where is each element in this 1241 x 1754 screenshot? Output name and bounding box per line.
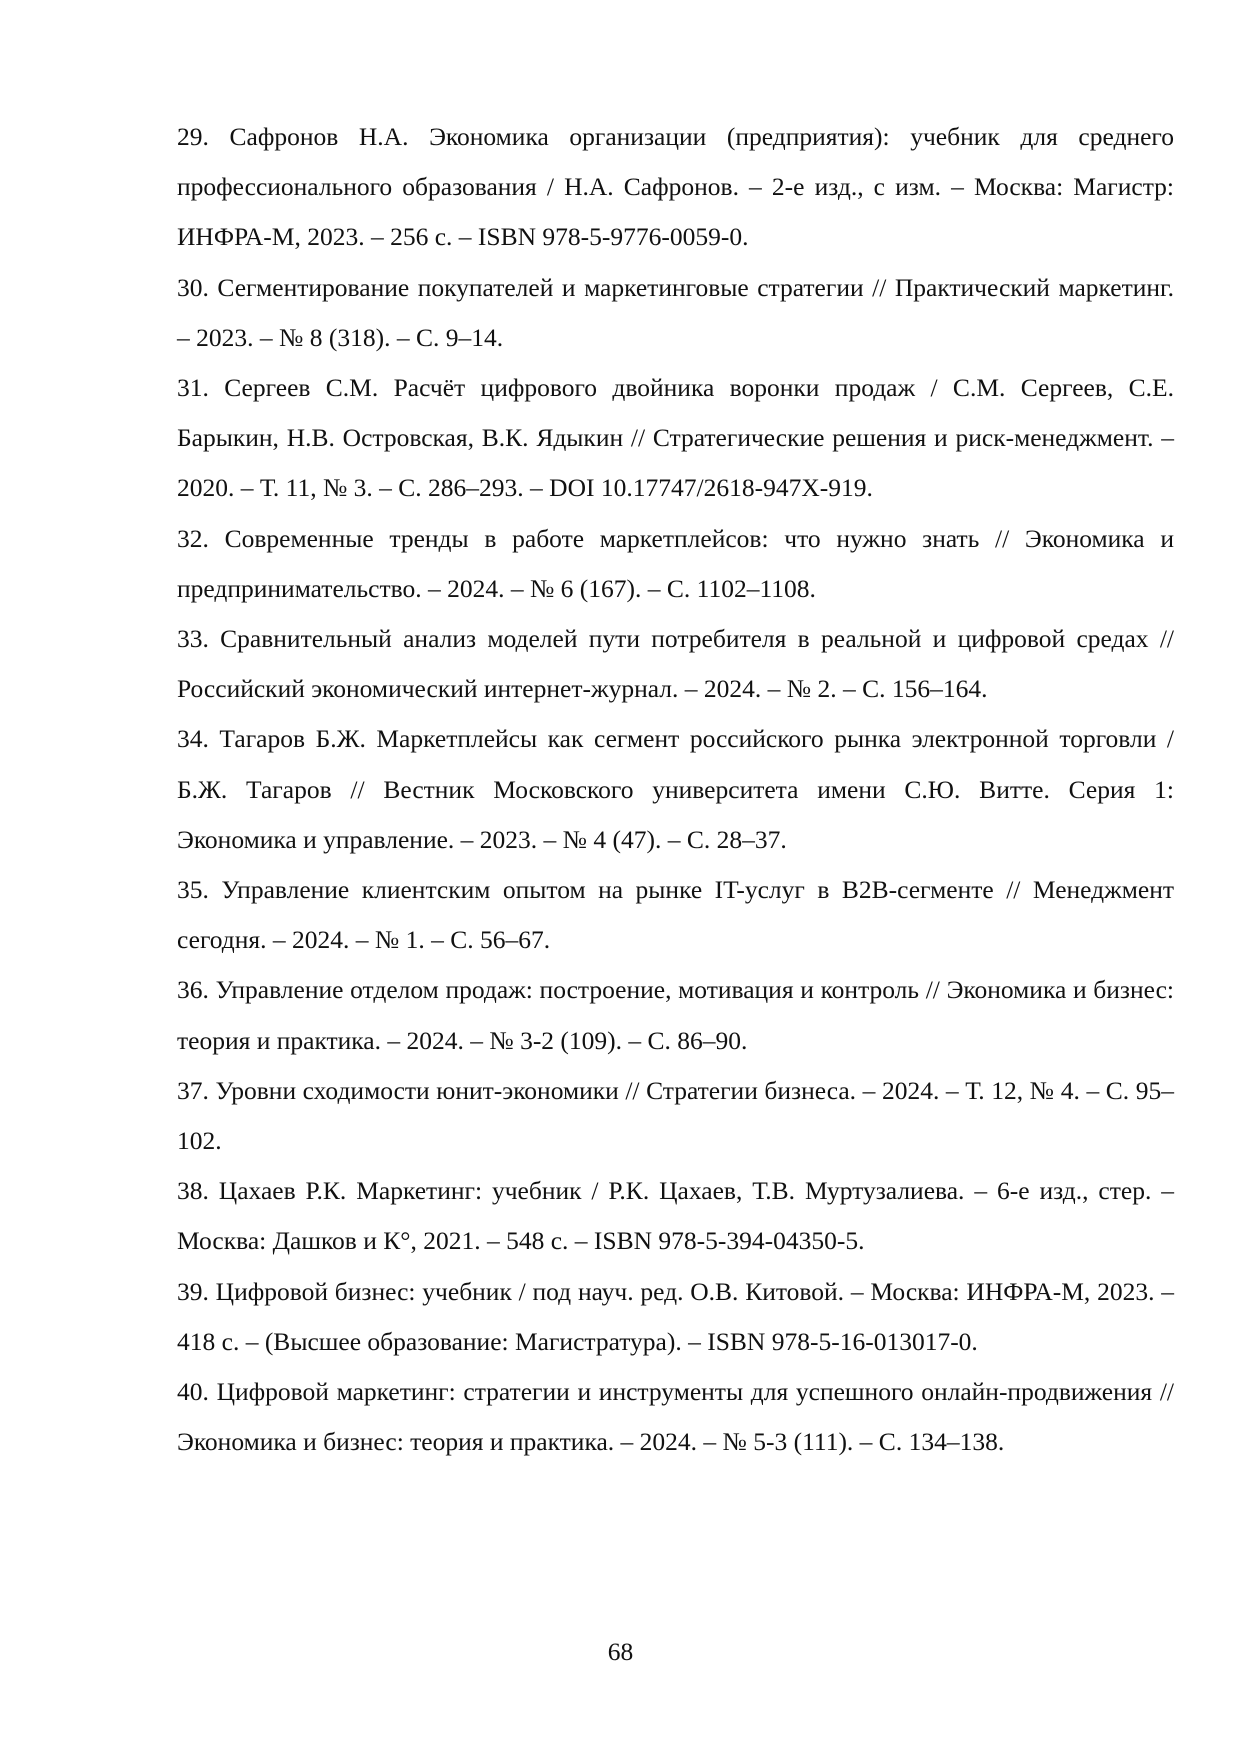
reference-item: 37. Уровни сходимости юнит-экономики // Стратегии бизнеса. – 2024. – Т. 12, № 4. – С. 95–102. [177, 1075, 1174, 1156]
reference-item: 34. Тагаров Б.Ж. Маркетплейсы как сегмент российского рынка электронной торговли / Б.Ж. Тагаров // Вестник Московского университета имени С.Ю. Витте. Серия 1: Экономика и управление. – 2023. – № 4 (47). – С. 28–37. [177, 724, 1174, 854]
reference-item: 40. Цифровой маркетинг: стратегии и инструменты для успешного онлайн-продвижения // Экономика и бизнес: теория и практика. – 2024. – № 5-3 (111). – С. 134–138. [177, 1377, 1174, 1457]
reference-item: 30. Сегментирование покупателей и маркетинговые стратегии // Практический маркетинг. – 2023. – № 8 (318). – С. 9–14. [177, 272, 1174, 352]
reference-item: 33. Сравнительный анализ моделей пути потребителя в реальной и цифровой средах // Российский экономический интернет-журнал. – 2024. – № 2. – С. 156–164. [177, 624, 1174, 704]
reference-item: 39. Цифровой бизнес: учебник / под науч. ред. О.В. Китовой. – Москва: ИНФРА-М, 2023. – 418 с. – (Высшее образование: Магистратура). – ISBN 978-5-16-013017-0. [177, 1276, 1174, 1356]
page-number: 68 [607, 1637, 634, 1666]
reference-item: 38. Цахаев Р.К. Маркетинг: учебник / Р.К. Цахаев, Т.В. Муртузалиева. – 6-е изд., стер. – Москва: Дашков и К°, 2021. – 548 с. – ISBN 978-5-394-04350-5. [177, 1176, 1174, 1256]
reference-item: 29. Сафронов Н.А. Экономика организации (предприятия): учебник для среднего профессионального образования / Н.А. Сафронов. – 2-е изд., с изм. – Москва: Магистр: ИНФРА-М, 2023. – 256 с. – ISBN 978-5-9776-0059-0. [177, 122, 1174, 252]
reference-item: 31. Сергеев С.М. Расчёт цифрового двойника воронки продаж / С.М. Сергеев, С.Е. Барыкин, Н.В. Островская, В.К. Ядыкин // Стратегические решения и риск-менеджмент. – 2020. – Т. 11, № 3. – С. 286–293. – DOI 10.17747/2618-947X-919. [177, 373, 1174, 503]
reference-item: 36. Управление отделом продаж: построение, мотивация и контроль // Экономика и бизнес: теория и практика. – 2024. – № 3-2 (109). – С. 86–90. [177, 975, 1174, 1055]
reference-list [177, 112, 1174, 1467]
reference-item: 32. Современные тренды в работе маркетплейсов: что нужно знать // Экономика и предпринимательство. – 2024. – № 6 (167). – С. 1102–1108. [177, 523, 1174, 603]
reference-item: 35. Управление клиентским опытом на рынке IT-услуг в B2B-сегменте // Менеджмент сегодня. – 2024. – № 1. – С. 56–67. [177, 875, 1174, 955]
